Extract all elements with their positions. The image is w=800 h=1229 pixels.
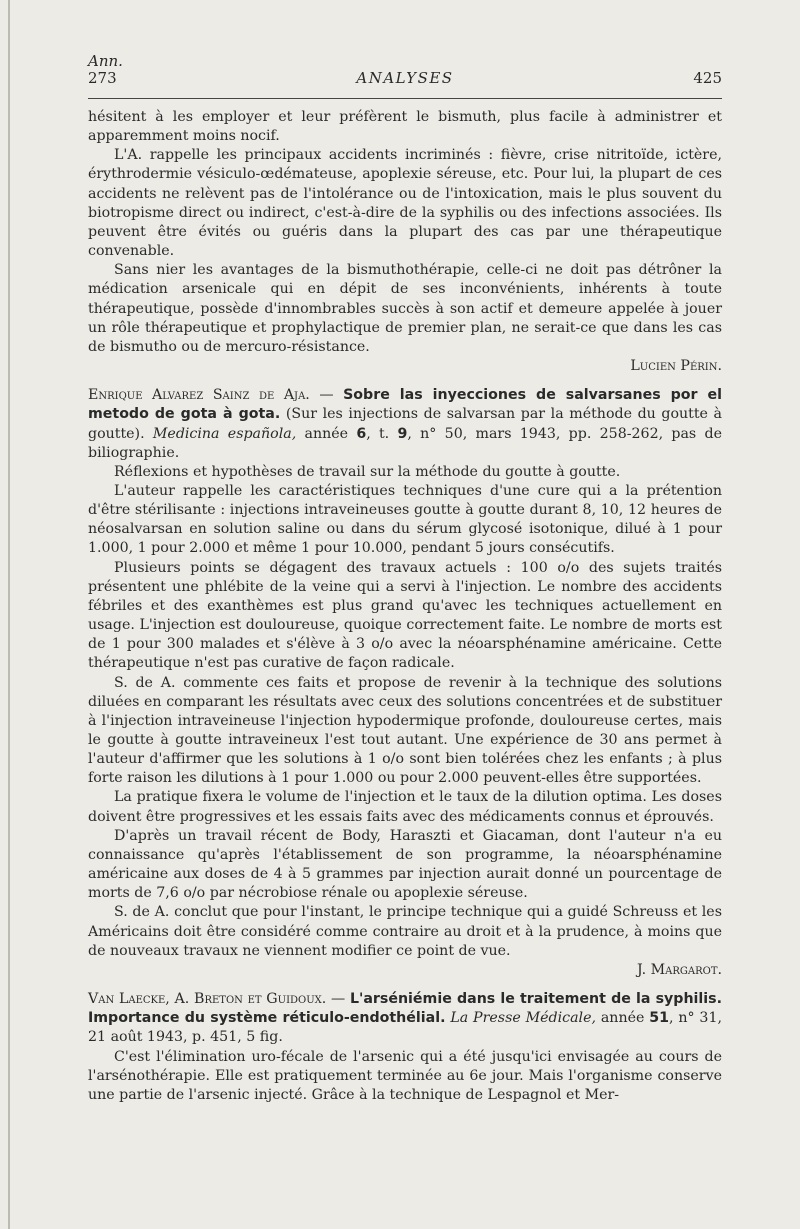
entry-dash: — xyxy=(326,991,350,1008)
paragraph: S. de A. commente ces faits et propose de revenir à la technique des solutions diluées en comparant les résultats avec ceux des solutions concentrées et de substituer à l'injection intraveineuse l'injection hypodermique profonde, douloureuse certes, mais le goutte à goutte intraveineux l'est tout autant. Une expérience de 30 ans permet à l'auteur d'affirmer que les solutions à 1 o/o sont bien tolérées chez les enfants ; à plus forte raison les dilutions à 1 pour 1.000 ou pour 2.000 peuvent-elles être supportées. xyxy=(88,674,722,787)
header-rule xyxy=(88,98,722,99)
paragraph: L'A. rappelle les principaux accidents incriminés : fièvre, crise nitritoïde, ictère, érythrodermie vésiculo-œdémateuse, apoplexie séreuse, etc. Pour lui, la plupart de ces accidents ne relèvent pas de l'intolérance ou de l'intoxication, mais le plus souvent du biotropisme direct ou indirect, c'est-à-dire de la syphilis ou des infections associées. Ils peuvent être évités ou guéris dans la plupart des cas par une thérapeutique convenable. xyxy=(88,147,722,260)
header-title: ANALYSES xyxy=(356,69,454,87)
binding-edge xyxy=(8,0,10,1229)
page-body xyxy=(88,108,722,1105)
paragraph: S. de A. conclut que pour l'instant, le principe technique qui a guidé Schreuss et les Américains doit être considéré comme contraire au droit et à la prudence, à moins que de nouveaux travaux ne viennent modifier ce point de vue. xyxy=(88,904,722,959)
entry-author: Van Laecke, A. Breton et Guidoux. xyxy=(88,991,327,1008)
page-header xyxy=(88,52,722,92)
entry-dash: — xyxy=(309,387,344,404)
entry-heading xyxy=(88,386,722,463)
paragraph: C'est l'élimination uro-fécale de l'arsenic qui a été jusqu'ici envisagée au cours de l'arsénothérapie. Elle est pratiquement terminée au 6e jour. Mais l'organisme conserve une partie de l'arsenic injecté. Grâce à la technique de Lespagnol et Mer- xyxy=(88,1048,722,1103)
entry-ref: , n° 31, 21 août 1943, p. 451, 5 fig. xyxy=(88,1010,722,1046)
entry-title: L'arséniémie dans le traitement de la syphilis. Importance du système réticulo-endothélial. xyxy=(88,991,722,1027)
signature: J. Margarot. xyxy=(637,961,722,978)
entry-ref: , t. xyxy=(366,425,398,442)
entry-year: 6 xyxy=(356,425,367,442)
entry-title: Sobre las inyecciones de salvarsanes por el metodo de gota à gota. xyxy=(88,387,722,423)
paragraph: D'après un travail récent de Body, Haraszti et Giacaman, dont l'auteur n'a eu connaissance qu'après l'établissement de son programme, la néoarsphénamine américaine aux doses de 4 à 5 grammes par injection aurait donné un pourcentage de morts de 7,6 o/o par nécrobiose rénale ou apoplexie séreuse. xyxy=(88,827,722,902)
entry-ref: année xyxy=(296,425,357,442)
entry-journal: La Presse Médicale, xyxy=(450,1010,596,1027)
entry-subtitle: (Sur les injections de salvarsan par la méthode du goutte à goutte). xyxy=(88,406,723,442)
header-number: 273 xyxy=(88,69,117,87)
paragraph: Sans nier les avantages de la bismuthothérapie, celle-ci ne doit pas détrôner la médication arsenicale qui en dépit de ses inconvénients, inhérents à toute thérapeutique, possède d'innombrables succès à son actif et demeure appelée à jouer un rôle thérapeutique et prophylactique de premier plan, ne serait-ce que dans les cas de bismutho ou de mercuro-résistance. xyxy=(88,262,722,355)
paragraph: Réflexions et hypothèses de travail sur la méthode du goutte à goutte. xyxy=(114,463,621,480)
entry-year: 51 xyxy=(649,1010,669,1027)
paragraph: La pratique fixera le volume de l'injection et le taux de la dilution optima. Les doses doivent être progressives et les essais faits avec des médicaments connus et éprouvés. xyxy=(88,789,722,825)
entry-ref: année xyxy=(596,1010,650,1027)
entry-journal: Medicina española, xyxy=(152,425,297,442)
entry-heading xyxy=(88,990,722,1047)
paragraph: hésitent à les employer et leur préfèrent le bismuth, plus facile à administrer et apparemment moins nocif. xyxy=(88,109,722,145)
entry-ref: , n° 50, mars 1943, pp. 258-262, pas de biliographie. xyxy=(88,425,722,461)
header-ann: Ann. xyxy=(88,52,123,70)
paragraph: Plusieurs points se dégagent des travaux actuels : 100 o/o des sujets traités présentent une phlébite de la veine qui a servi à l'injection. Le nombre des accidents fébriles et des exanthèmes est plus grand qu'avec les techniques actuellement en usage. L'injection est douloureuse, quoique correctement faite. Le nombre de morts est de 1 pour 300 malades et s'élève à 3 o/o avec la néoarsphénamine américaine. Cette thérapeutique n'est pas curative de façon radicale. xyxy=(88,559,722,672)
entry-tome: 9 xyxy=(397,425,408,442)
page-number: 425 xyxy=(693,69,722,87)
paragraph: L'auteur rappelle les caractéristiques techniques d'une cure qui a la prétention d'être stérilisante : injections intraveineuses goutte à goutte durant 8, 10, 12 heures de néosalvarsan en solution saline ou dans du sérum glycosé isotonique, dilué à 1 pour 1.000, 1 pour 2.000 et même 1 pour 10.000, pendant 5 jours consécutifs. xyxy=(88,482,722,557)
signature: Lucien Périn. xyxy=(630,358,722,375)
entry-author: Enrique Alvarez Sainz de Aja. xyxy=(88,387,310,404)
